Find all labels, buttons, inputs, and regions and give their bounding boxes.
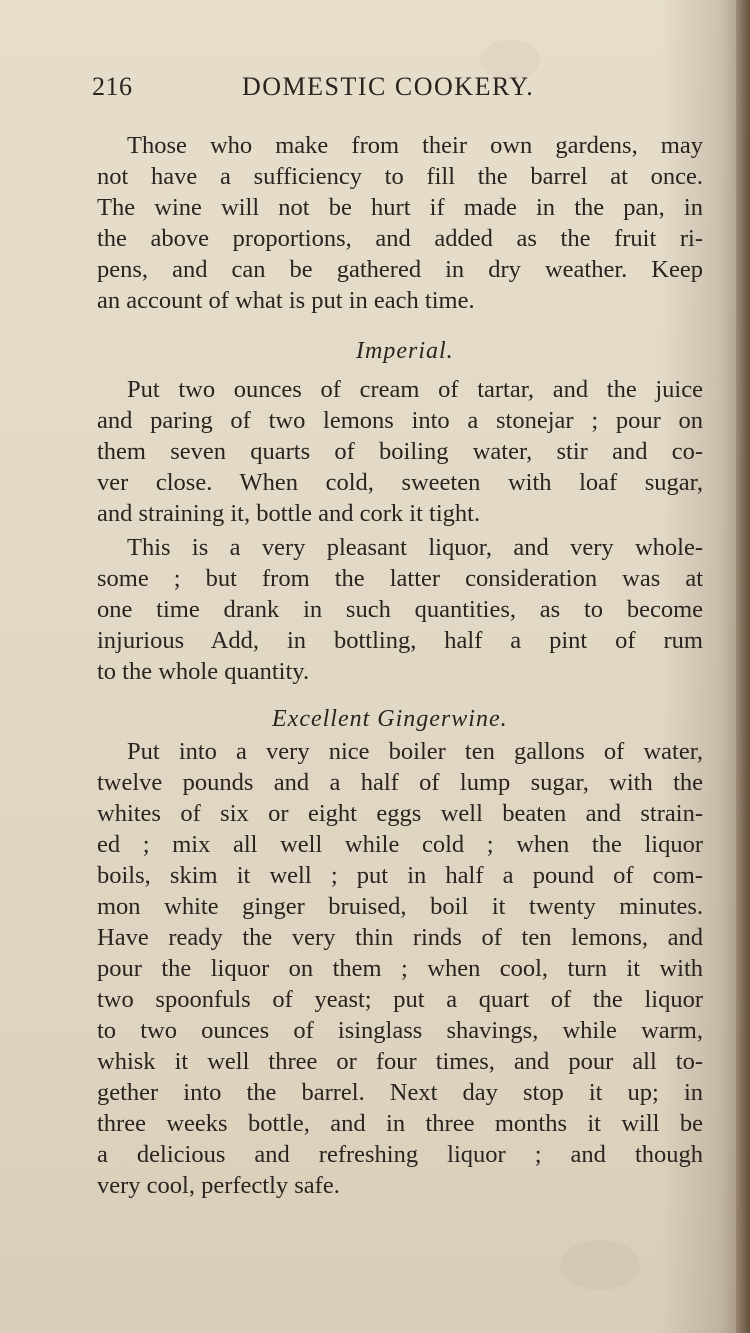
- text-line: not have a sufficiency to fill the barrel at once.: [97, 163, 703, 190]
- text-line: The wine will not be hurt if made in the pan, in: [97, 194, 703, 221]
- text-line: Those who make from their own gardens, may: [127, 132, 703, 159]
- text-line: to two ounces of isinglass shavings, while warm,: [97, 1017, 703, 1044]
- text-line: This is a very pleasant liquor, and very whole-: [127, 534, 703, 561]
- text-line: some ; but from the latter consideration was at: [97, 565, 703, 592]
- running-head: DOMESTIC COOKERY.: [242, 72, 535, 101]
- page-number: 216: [92, 72, 133, 101]
- text-line: ver close. When cold, sweeten with loaf sugar,: [97, 469, 703, 496]
- text-line: and straining it, bottle and cork it tight.: [97, 500, 481, 527]
- recipe-heading: Imperial.: [356, 338, 454, 364]
- text-line: them seven quarts of boiling water, stir and co-: [97, 438, 703, 465]
- text-line: whisk it well three or four times, and pour all to-: [97, 1048, 703, 1075]
- text-line: one time drank in such quantities, as to become: [97, 596, 703, 623]
- paragraph: [97, 374, 703, 529]
- paragraph: [97, 532, 703, 687]
- text-line: three weeks bottle, and in three months it will be: [97, 1110, 703, 1137]
- text-line: pens, and can be gathered in dry weather. Keep: [97, 256, 703, 283]
- recipe-heading: Excellent Gingerwine.: [272, 706, 508, 732]
- text-line: Put two ounces of cream of tartar, and the juice: [127, 376, 703, 403]
- text-line: Put into a very nice boiler ten gallons of water,: [127, 738, 703, 765]
- paper-stain: [560, 1240, 640, 1290]
- text-line: twelve pounds and a half of lump sugar, with the: [97, 769, 703, 796]
- text-line: Have ready the very thin rinds of ten lemons, and: [97, 924, 703, 951]
- text-line: very cool, perfectly safe.: [97, 1172, 340, 1199]
- text-line: two spoonfuls of yeast; put a quart of the liquor: [97, 986, 703, 1013]
- text-line: whites of six or eight eggs well beaten and strain-: [97, 800, 703, 827]
- text-line: to the whole quantity.: [97, 658, 310, 685]
- text-line: boils, skim it well ; put in half a pound of com-: [97, 862, 703, 889]
- text-line: injurious Add, in bottling, half a pint of rum: [97, 627, 703, 654]
- paragraph: [97, 130, 703, 316]
- page-header: [92, 72, 652, 112]
- text-line: pour the liquor on them ; when cool, turn it with: [97, 955, 703, 982]
- text-line: an account of what is put in each time.: [97, 287, 475, 314]
- text-line: mon white ginger bruised, boil it twenty minutes.: [97, 893, 703, 920]
- page-spine-shadow: [736, 0, 750, 1333]
- text-line: the above proportions, and added as the fruit ri-: [97, 225, 703, 252]
- paragraph: [97, 736, 703, 1201]
- text-line: ed ; mix all well while cold ; when the liquor: [97, 831, 703, 858]
- text-line: and paring of two lemons into a stonejar ; pour on: [97, 407, 703, 434]
- text-line: gether into the barrel. Next day stop it up; in: [97, 1079, 703, 1106]
- text-line: a delicious and refreshing liquor ; and though: [97, 1141, 703, 1168]
